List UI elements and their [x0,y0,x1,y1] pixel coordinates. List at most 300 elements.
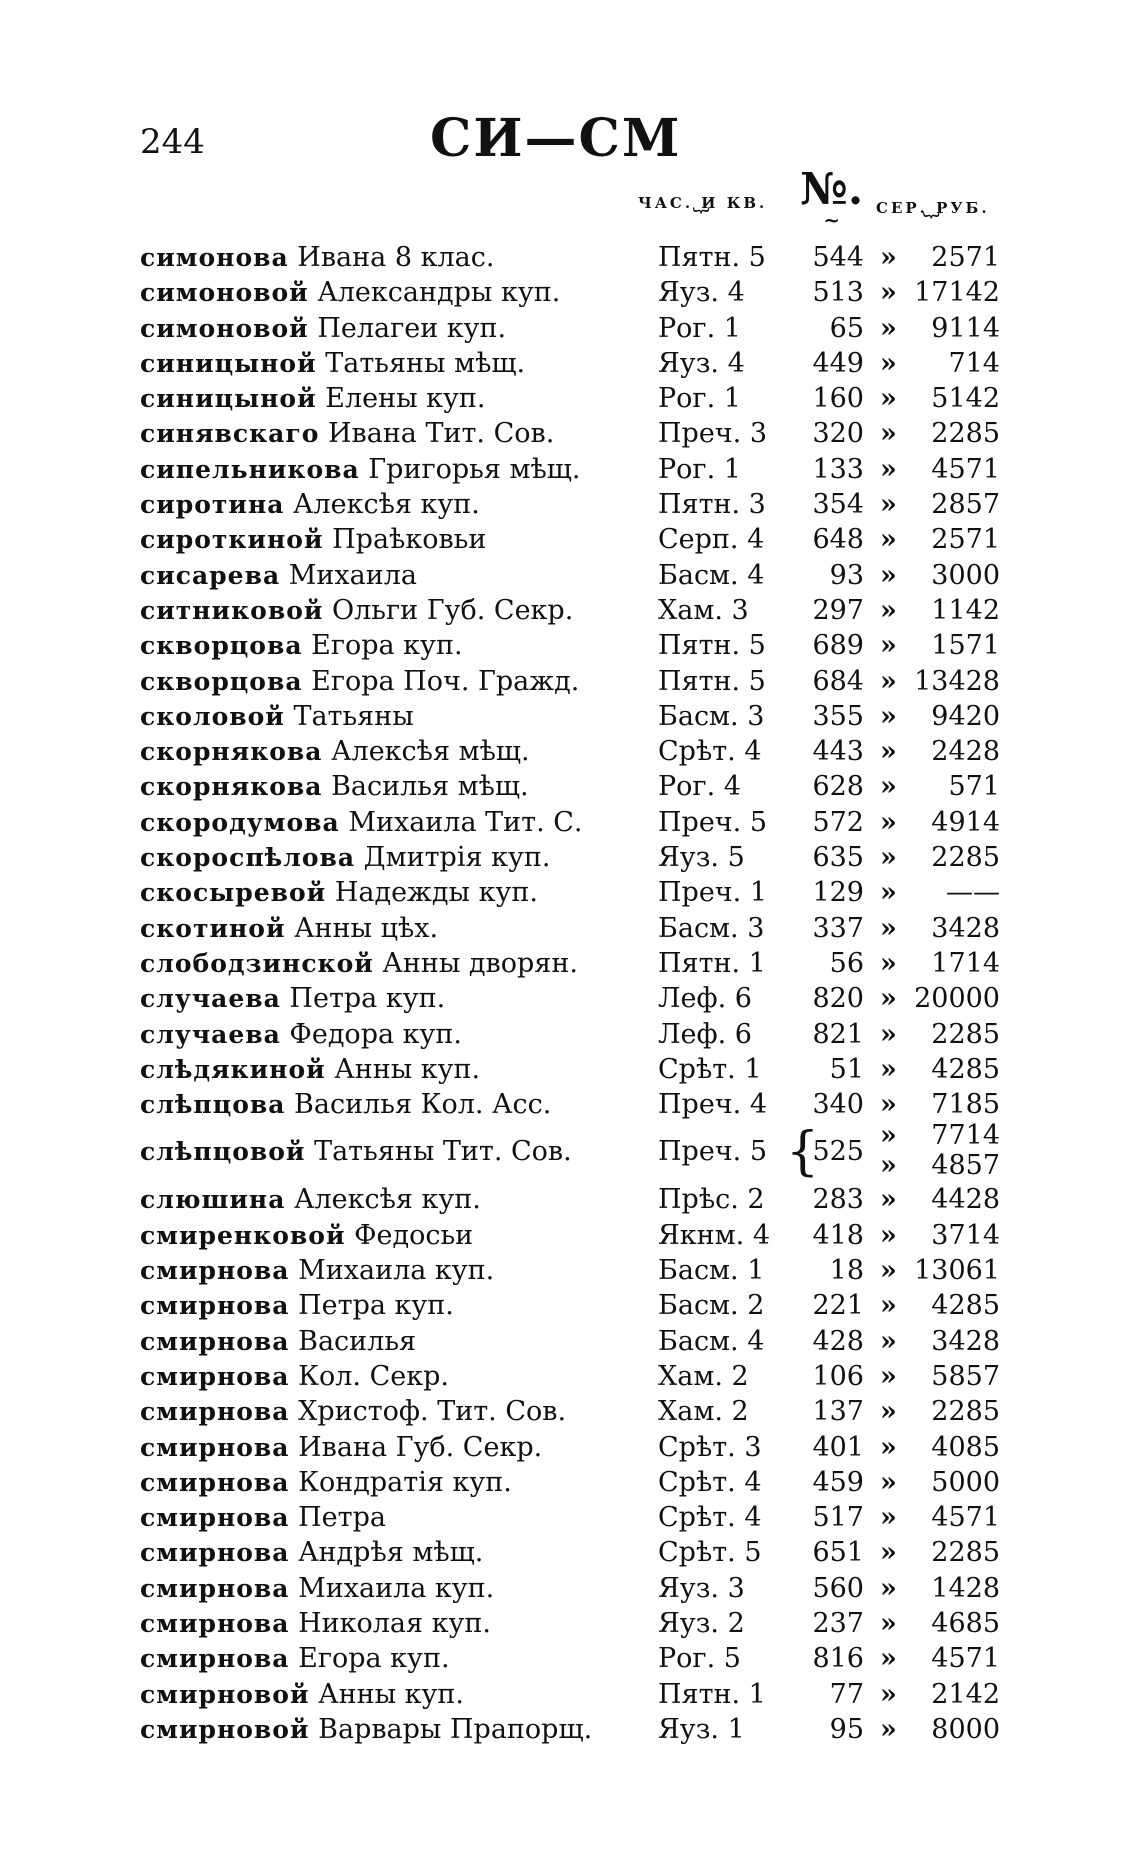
ditto-mark: » [880,1572,897,1604]
ditto-mark: » [880,1150,897,1182]
entry-number: 517 [812,1502,864,1534]
entry-part: Срѣт. 4 [658,1502,762,1534]
ditto-mark: » [880,1643,897,1675]
table-row [0,452,1140,487]
entry-part: Пятн. 5 [658,665,766,697]
entry-details: Варвары Прапорщ. [318,1713,593,1745]
table-row [0,522,1140,557]
brace-ornament: { [786,1122,820,1183]
ditto-mark: » [880,489,897,521]
entry-rubles: 1428 [931,1572,1000,1604]
entry-part: Серп. 4 [658,524,765,556]
entry-details: Ивана 8 клас. [297,242,495,273]
table-row [0,1465,1140,1500]
table-row [0,558,1140,593]
ditto-mark: » [880,1089,897,1121]
entry-surname: симоновой [140,313,309,343]
entry-name [140,1087,551,1122]
entry-rubles: 2285 [931,1537,1000,1569]
entry-rubles: 2285 [931,842,1000,874]
entry-details: Кондратія куп. [298,1466,512,1498]
entry-surname: слюшина [140,1185,286,1215]
ditto-mark: » [880,1607,897,1639]
entry-details: Егора куп. [298,1643,450,1675]
entry-number: 689 [812,630,864,662]
entry-number: 237 [812,1607,864,1639]
ditto-mark: » [880,947,897,979]
table-row [0,734,1140,769]
entry-name [140,1571,494,1606]
entry-part: Басм. 4 [658,1325,765,1357]
ditto-mark: » [880,1431,897,1463]
table-row [0,664,1140,699]
entry-rubles: 5000 [931,1466,1000,1498]
page-title: СИ—СМ [430,108,682,169]
entry-number: 651 [812,1537,864,1569]
entry-part: Рог. 1 [658,383,741,415]
ditto-mark: » [880,1466,897,1498]
entry-name [140,628,463,663]
entry-name [140,240,494,275]
entry-name [140,981,445,1016]
entry-number: 283 [812,1184,864,1216]
table-row [0,1122,1140,1182]
entry-name [140,664,579,699]
entry-number: 401 [812,1431,864,1463]
entry-rubles: —— [946,877,1000,909]
entry-rubles: 3428 [931,1325,1000,1357]
ditto-mark: » [880,1255,897,1287]
table-row [0,699,1140,734]
entry-part: Пятн. 1 [658,1678,766,1710]
entry-rubles: 9114 [931,312,1000,344]
table-row [0,628,1140,663]
entry-name [140,1359,449,1394]
entry-name [140,769,529,804]
table-row [0,1288,1140,1323]
ditto-mark: » [880,842,897,874]
entry-name [140,1182,481,1217]
ditto-mark: » [880,700,897,732]
entry-part: Рог. 5 [658,1643,741,1675]
entry-part: Басм. 3 [658,700,765,732]
entry-number: 133 [812,453,864,485]
entry-rubles: 13061 [914,1255,1000,1287]
entry-part: Яуз. 1 [658,1713,745,1745]
entry-surname: смирнова [140,1538,290,1568]
entry-surname: слободзинской [140,948,374,978]
entry-details: Егора Поч. Гражд. [311,665,580,697]
entry-surname: смирнова [140,1291,290,1321]
entry-rubles: 9420 [931,700,1000,732]
entry-surname: смирнова [140,1573,290,1603]
table-row [0,593,1140,628]
entry-name [140,1500,386,1535]
entry-name [140,487,480,522]
entry-surname: сипельникова [140,454,360,484]
entry-name [140,1017,462,1052]
entry-part: Пятн. 5 [658,630,766,662]
entry-surname: синявскаго [140,419,320,449]
entry-rubles: 4685 [931,1607,1000,1639]
entry-number: 628 [812,771,864,803]
table-row [0,1324,1140,1359]
entry-details: Андрѣя мѣщ. [298,1537,484,1569]
entry-surname: ситниковой [140,595,324,625]
entry-name [140,805,582,840]
column-header-silver [876,199,990,231]
table-row [0,311,1140,346]
entry-part: Срѣт. 3 [658,1431,762,1463]
entry-details: Михаила Тит. С. [348,806,583,838]
entry-name [140,1324,416,1359]
ditto-mark: » [880,1219,897,1251]
entry-rubles: 2142 [931,1678,1000,1710]
ditto-mark: » [880,1713,897,1745]
entry-number: 93 [829,559,864,591]
ditto-mark: » [880,312,897,344]
entry-details: Василья Кол. Асс. [294,1089,552,1121]
entry-name [140,734,530,769]
ditto-mark: » [880,771,897,803]
entry-details: Василья [298,1325,417,1357]
entry-number: 684 [812,665,864,697]
entry-part: Леф. 6 [658,1018,752,1050]
entry-rubles: 13428 [914,665,1000,697]
entry-details: Кол. Секр. [298,1360,449,1392]
entry-surname: скороспѣлова [140,843,356,873]
entry-rubles: 4285 [931,1053,1000,1085]
entry-number: 560 [812,1572,864,1604]
entry-number: 544 [812,242,864,273]
table-row [0,1500,1140,1535]
entry-surname: скорнякова [140,772,323,802]
entry-surname: смирнова [140,1503,290,1533]
entry-name [140,1288,454,1323]
table-row [0,1087,1140,1122]
entry-details: Христоф. Тит. Сов. [298,1396,567,1428]
ditto-mark: » [880,1537,897,1569]
entry-details: Александры куп. [317,277,561,309]
entry-details: Михаила [288,559,417,591]
entry-details: Егора куп. [311,630,463,662]
entry-part: Преч. 3 [658,418,768,450]
entry-part: Преч. 5 [658,806,768,838]
entry-surname: сисарева [140,560,281,590]
ditto-mark: » [880,559,897,591]
entry-details: Ольги Губ. Секр. [332,594,574,626]
entry-rubles: 7714 [931,1120,1000,1152]
entry-part: Преч. 1 [658,877,768,909]
entry-part: Пятн. 3 [658,489,766,521]
table-row [0,1394,1140,1429]
entry-number: 137 [812,1396,864,1428]
entry-name [140,1134,572,1169]
table-row [0,911,1140,946]
entry-surname: скворцова [140,666,303,696]
table-row [0,1535,1140,1570]
table-row [0,275,1140,310]
entry-part: Пятн. 5 [658,242,766,273]
entry-name [140,1253,494,1288]
entry-rubles: 2285 [931,1018,1000,1050]
entry-name [140,1394,566,1429]
ditto-mark: » [880,242,897,273]
entry-details: Татьяны [293,700,414,732]
entry-surname: симонова [140,243,289,272]
table-row [0,1359,1140,1394]
entry-number: 513 [812,277,864,309]
table-row [0,487,1140,522]
table-row [0,875,1140,910]
entry-name [140,346,525,381]
ditto-mark: » [880,1325,897,1357]
entry-name [140,1677,464,1712]
entry-number: 51 [829,1053,864,1085]
table-row [0,769,1140,804]
table-row [0,1712,1140,1747]
entry-details: Василья мѣщ. [331,771,529,803]
entry-number: 221 [812,1290,864,1322]
entry-number: 354 [812,489,864,521]
entry-surname: синицыной [140,348,317,378]
entry-surname: сиротина [140,490,285,520]
entry-details: Елены куп. [325,383,486,415]
entry-details: Татьяны мѣщ. [325,347,526,379]
entry-details: Григорья мѣщ. [368,453,581,485]
entry-part: Хам. 2 [658,1360,749,1392]
ditto-mark: » [880,1678,897,1710]
entry-details: Пелагеи куп. [317,312,507,344]
ditto-mark: » [880,806,897,838]
entry-name [140,522,486,557]
entry-details: Петра куп. [298,1290,454,1322]
entry-rubles: 3714 [931,1219,1000,1251]
entry-name [140,1430,542,1465]
entry-details: Николая куп. [298,1607,491,1639]
entry-name [140,875,538,910]
entry-part: Срѣт. 4 [658,736,762,768]
entry-number: 18 [829,1255,864,1287]
entry-details: Праѣковьи [332,524,487,556]
page-number: 244 [140,122,205,162]
entry-details: Петра [298,1502,386,1534]
entry-surname: скотиной [140,913,286,943]
entry-number: 355 [812,700,864,732]
entry-name [140,1535,483,1570]
entry-number: 525 [812,1136,864,1168]
entry-part: Рог. 1 [658,312,741,344]
entry-rubles: 5857 [931,1360,1000,1392]
column-header-part [638,194,768,226]
entry-rubles: 4571 [931,1502,1000,1534]
entry-rubles: 1142 [931,594,1000,626]
entry-part: Яуз. 3 [658,1572,745,1604]
entry-details: Ивана Губ. Секр. [298,1431,543,1463]
column-header-silver-label: СЕР. РУБ. [876,199,990,217]
tilde-ornament: ~ [823,208,840,232]
entry-surname: синицыной [140,384,317,414]
entry-number: 635 [812,842,864,874]
entry-part: Яуз. 4 [658,277,745,309]
entry-rubles: 4285 [931,1290,1000,1322]
ditto-mark: » [880,983,897,1015]
entry-number: 340 [812,1089,864,1121]
entry-details: Федора куп. [289,1018,462,1050]
table-row [0,1182,1140,1217]
entry-details: Татьяны Тит. Сов. [314,1136,572,1168]
ditto-mark: » [880,1290,897,1322]
entry-name [140,416,554,451]
entry-rubles: 20000 [914,983,1000,1015]
entry-name [140,1465,512,1500]
entry-details: Анны цѣх. [294,912,439,944]
entry-number: 77 [829,1678,864,1710]
entry-details: Федосьи [354,1219,474,1251]
entry-rubles: 4857 [931,1150,1000,1182]
entry-part: Хам. 3 [658,594,749,626]
entry-number: 816 [812,1643,864,1675]
ditto-mark: » [880,1360,897,1392]
ditto-mark: » [880,736,897,768]
entry-part: Срѣт. 5 [658,1537,762,1569]
entry-rubles: 1714 [931,947,1000,979]
entry-number: 648 [812,524,864,556]
entry-rubles: 5142 [931,383,1000,415]
entry-number: 572 [812,806,864,838]
entry-details: Алексѣя куп. [294,1184,481,1216]
entry-surname: скосыревой [140,878,327,908]
table-row [0,981,1140,1016]
entry-rubles: 4085 [931,1431,1000,1463]
entry-name [140,593,573,628]
entry-rubles: 8000 [931,1713,1000,1745]
entry-name [140,1712,592,1747]
entry-part: Преч. 4 [658,1089,768,1121]
table-row [0,381,1140,416]
entry-details: Петра куп. [289,983,446,1015]
column-header-part-label: ЧАС. И КВ. [638,194,768,212]
entry-rubles: 7185 [931,1089,1000,1121]
entry-part: Басм. 1 [658,1255,765,1287]
table-row [0,1606,1140,1641]
entry-part: Басм. 4 [658,559,765,591]
entry-number: 337 [812,912,864,944]
entry-name [140,946,578,981]
entry-name [140,1641,450,1676]
ditto-mark: » [880,524,897,556]
entry-part: Прѣс. 2 [658,1184,765,1216]
table-row [0,1677,1140,1712]
entry-number: 449 [812,347,864,379]
table-row [0,1430,1140,1465]
entry-number: 821 [812,1018,864,1050]
entry-part: Срѣт. 1 [658,1053,762,1085]
entry-surname: смирновой [140,1714,310,1744]
entry-part: Басм. 2 [658,1290,765,1322]
entry-part: Преч. 5 [658,1136,768,1168]
entry-details: Михаила куп. [298,1572,495,1604]
entry-name [140,275,560,310]
entry-rubles: 2571 [931,242,1000,273]
entry-number: 428 [812,1325,864,1357]
entry-number: 418 [812,1219,864,1251]
entry-name [140,699,414,734]
ditto-mark: » [880,383,897,415]
entry-part: Хам. 2 [658,1396,749,1428]
table-row [0,240,1140,275]
entry-rubles: 17142 [914,277,1000,309]
entry-rubles: 571 [948,771,1000,803]
ditto-mark: » [880,1053,897,1085]
entry-part: Яуз. 4 [658,347,745,379]
entry-part: Басм. 3 [658,912,765,944]
column-header-number-label: №. [800,164,864,215]
ditto-mark: » [880,1396,897,1428]
entry-part: Срѣт. 4 [658,1466,762,1498]
entry-details: Алексѣя куп. [293,489,480,521]
entry-surname: симоновой [140,278,309,308]
entry-name [140,558,417,593]
brace-ornament: ︸ [693,207,713,226]
ditto-mark: » [880,594,897,626]
entry-number: 297 [812,594,864,626]
ditto-mark: » [880,277,897,309]
entry-details: Анны куп. [318,1678,464,1710]
table-row [0,1218,1140,1253]
ditto-mark: » [880,1120,897,1152]
ditto-mark: » [880,1018,897,1050]
entry-details: Анны куп. [334,1053,481,1085]
entry-number: 65 [829,312,864,344]
entry-number: 459 [812,1466,864,1498]
ditto-mark: » [880,453,897,485]
table-row [0,1017,1140,1052]
entry-part: Яуз. 5 [658,842,745,874]
entry-surname: сколовой [140,701,285,731]
ditto-mark: » [880,1502,897,1534]
ditto-mark: » [880,418,897,450]
entry-surname: смиренковой [140,1220,346,1250]
column-header-number [800,164,864,232]
table-row [0,805,1140,840]
entry-rubles: 3428 [931,912,1000,944]
entry-part: Рог. 1 [658,453,741,485]
entry-number: 320 [812,418,864,450]
entry-part: Рог. 4 [658,771,741,803]
entry-surname: смирнова [140,1397,290,1427]
register-list [0,240,1140,1747]
table-row [0,946,1140,981]
ditto-mark: » [880,912,897,944]
table-row [0,346,1140,381]
table-row [0,1253,1140,1288]
entry-surname: случаева [140,984,281,1014]
entry-part: Леф. 6 [658,983,752,1015]
entry-surname: смирновой [140,1679,310,1709]
ditto-mark: » [880,877,897,909]
entry-surname: слѣпцова [140,1090,286,1120]
ditto-mark: » [880,630,897,662]
entry-surname: смирнова [140,1256,290,1286]
entry-surname: смирнова [140,1608,290,1638]
entry-part: Яуз. 2 [658,1607,745,1639]
entry-rubles: 4571 [931,453,1000,485]
entry-name [140,1606,491,1641]
entry-details: Алексѣя мѣщ. [331,736,530,768]
entry-surname: скорнякова [140,737,323,767]
entry-surname: смирнова [140,1467,290,1497]
